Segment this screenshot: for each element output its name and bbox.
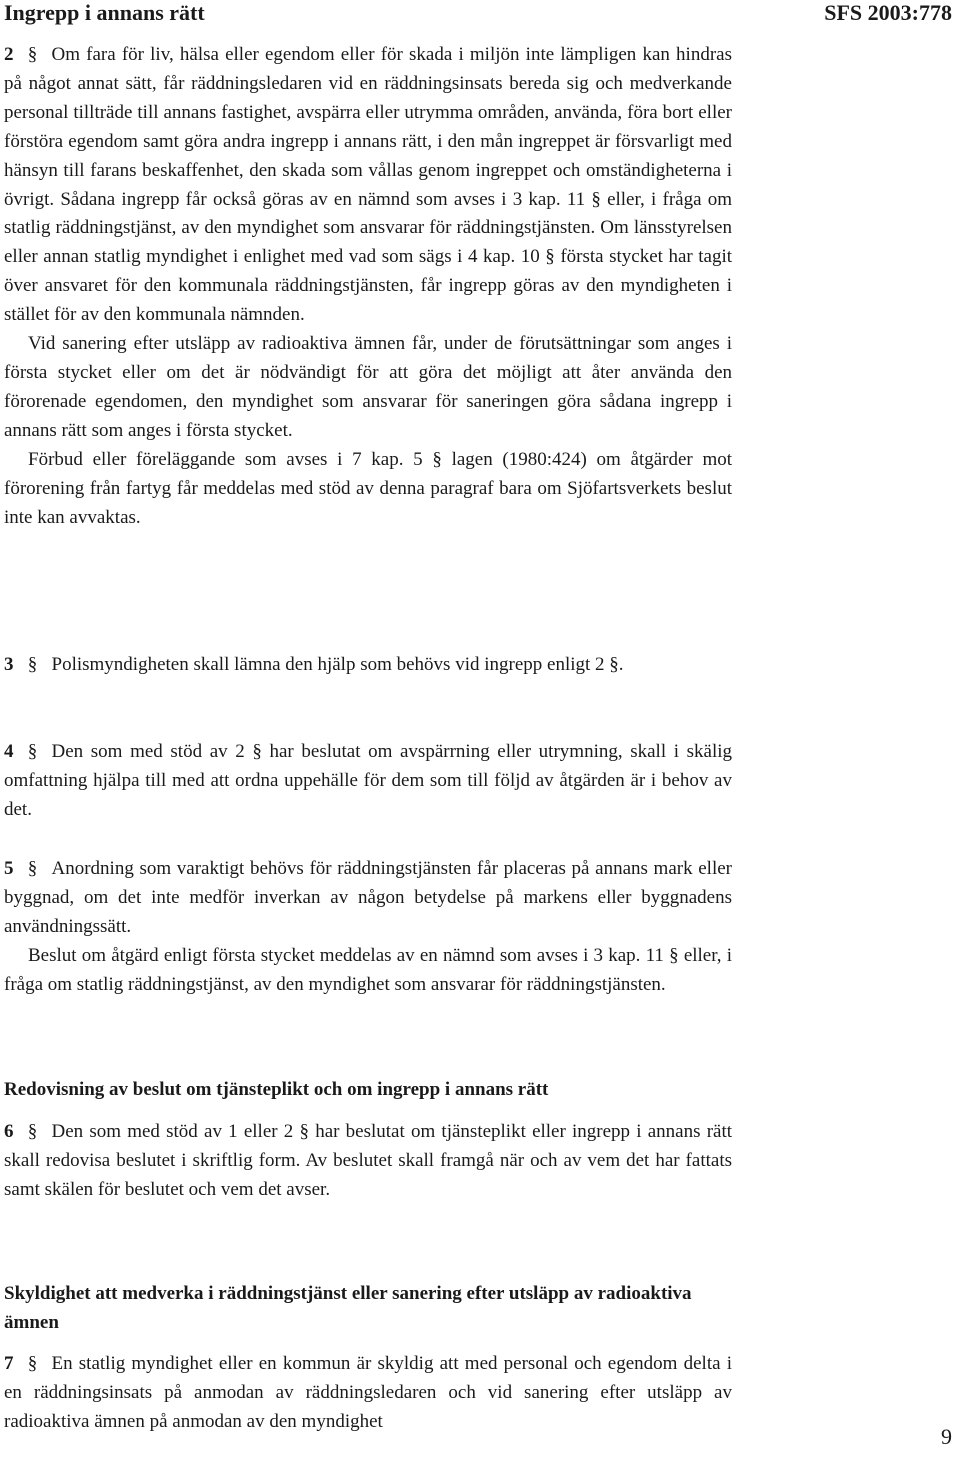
page-number: 9 [941,1424,952,1449]
section-6 [4,1118,732,1205]
paragraph-text: eller, i fråga om statlig räddningstjänst, av den myndighet som ansvarar för räddningstjänsten. Om länsstyrelsen eller annan statlig myndighet i enlighet med vad som sägs i 4 kap. 10 [4,188,733,268]
running-header-title: Ingrepp i annans rätt [4,0,205,25]
paragraph-text: första stycket har tagit över ansvaret för den kommunala räddningstjänsten, får ingrepp göras av den myndigheten i stället för av den kommunala nämnden. [4,246,733,326]
section-4-paragraph [4,738,732,825]
section-2-first-paragraph [4,41,732,330]
section-number: 6 [4,1121,14,1142]
paragraph-text: Polismyndigheten skall lämna den hjälp som behövs vid ingrepp enligt 2 [51,654,605,675]
running-header-sfs-number: SFS 2003:778 [824,0,952,25]
section-number: 4 [4,741,14,762]
paragraph-text: Beslut om åtgärd enligt första stycket meddelas av en nämnd som avses i 3 kap. 11 [28,944,664,966]
section-2-third-paragraph [4,446,732,533]
paragraph-text: Anordning som varaktigt behövs för räddningstjänsten får placeras på annans mark eller byggnad, om det inte medför inverkan av någon betydelse på markens eller byggnadens användningssätt. [4,858,732,937]
section-number: 7 [4,1353,14,1374]
section-sign: § [252,741,262,762]
section-sign: § [27,741,38,762]
section-2 [4,41,732,532]
section-sign: § [609,654,619,675]
section-sign: § [27,858,38,879]
section-sign: § [27,44,38,65]
section-5-first-paragraph [4,855,732,942]
section-7-paragraph [4,1350,732,1437]
section-7 [4,1350,732,1437]
paragraph-text: Förbud eller föreläggande som avses i 7 kap. 5 [28,448,423,470]
paragraph-text: . [618,654,624,675]
section-3 [4,651,732,680]
paragraph-text: Den som med stöd av 1 eller 2 [51,1121,294,1142]
section-number: 5 [4,858,14,879]
heading-redovisning: Redovisning av beslut om tjänsteplikt och om ingrepp i annans rätt [4,1079,549,1100]
section-sign: § [27,1121,38,1142]
section-number: 3 [4,654,14,675]
section-sign: § [27,654,38,675]
paragraph-text: Den som med stöd av 2 [51,741,245,762]
section-number: 2 [4,44,14,65]
section-sign: § [545,246,555,268]
paragraph-text: har beslutat om avspärrning eller utrymning, skall i skälig omfattning hjälpa till med att ordna uppehälle för dem som till följd av åtgärden är i behov av det. [4,741,733,820]
section-sign: § [299,1121,309,1142]
section-sign: § [432,448,442,470]
section-sign: § [591,188,601,210]
section-2-second-paragraph: Vid sanering efter utsläpp av radioaktiva ämnen får, under de förutsättningar som anges i första stycket eller om det är nödvändigt för att göra det möjligt att åter använda den förorenade egendomen, den myndighet som ansvarar för saneringen göra sådana ingrepp i annans rätt som anges i första stycket. [4,333,732,441]
paragraph-text: lagen (1980:424) om åtgärder mot förorening från fartyg får meddelas med stöd av denna paragraf bara om Sjöfartsverkets beslut inte kan avvaktas. [4,448,733,528]
section-sign: § [27,1353,38,1374]
paragraph-text: eller, i fråga om statlig räddningstjänst, av den myndighet som ansvarar för räddningstjänsten. [4,944,733,995]
section-5-second-paragraph [4,942,732,1000]
paragraph-text: har beslutat om tjänsteplikt eller ingrepp i annans rätt skall redovisa beslutet i skriftlig form. Av beslutet skall framgå när och av vem det har fattats samt skälen för beslutet och vem det avser. [4,1121,733,1200]
section-sign: § [669,944,679,966]
paragraph-text: En statlig myndighet eller en kommun är skyldig att med personal och egendom delta i en räddningsinsats på anmodan av räddningsledaren och vid sanering efter utsläpp av radioaktiva ämnen på anmodan av den myndighet [4,1353,732,1432]
paragraph-text: Om fara för liv, hälsa eller egendom eller för skada i miljön inte lämpligen kan hindras på något annat sätt, får räddningsledaren vid en räddningsinsats bereda sig och medverkande personal tillträde till annans fastighet, avspärra eller utrymma områden, använda, föra bort eller förstöra egendom samt göra andra ingrepp i annans rätt, i den mån ingreppet är försvarligt med hänsyn till farans beskaffenhet, den skada som vållas genom ingreppet och omständigheterna i övrigt. Sådana ingrepp får också göras av en nämnd som avses i 3 kap. 11 [4,44,732,210]
section-5 [4,855,732,1000]
section-6-paragraph [4,1118,732,1205]
heading-skyldighet: Skyldighet att medverka i räddningstjänst eller sanering efter utsläpp av radioaktiva ämnen [4,1283,692,1333]
section-4 [4,738,732,825]
section-3-paragraph [4,651,732,680]
